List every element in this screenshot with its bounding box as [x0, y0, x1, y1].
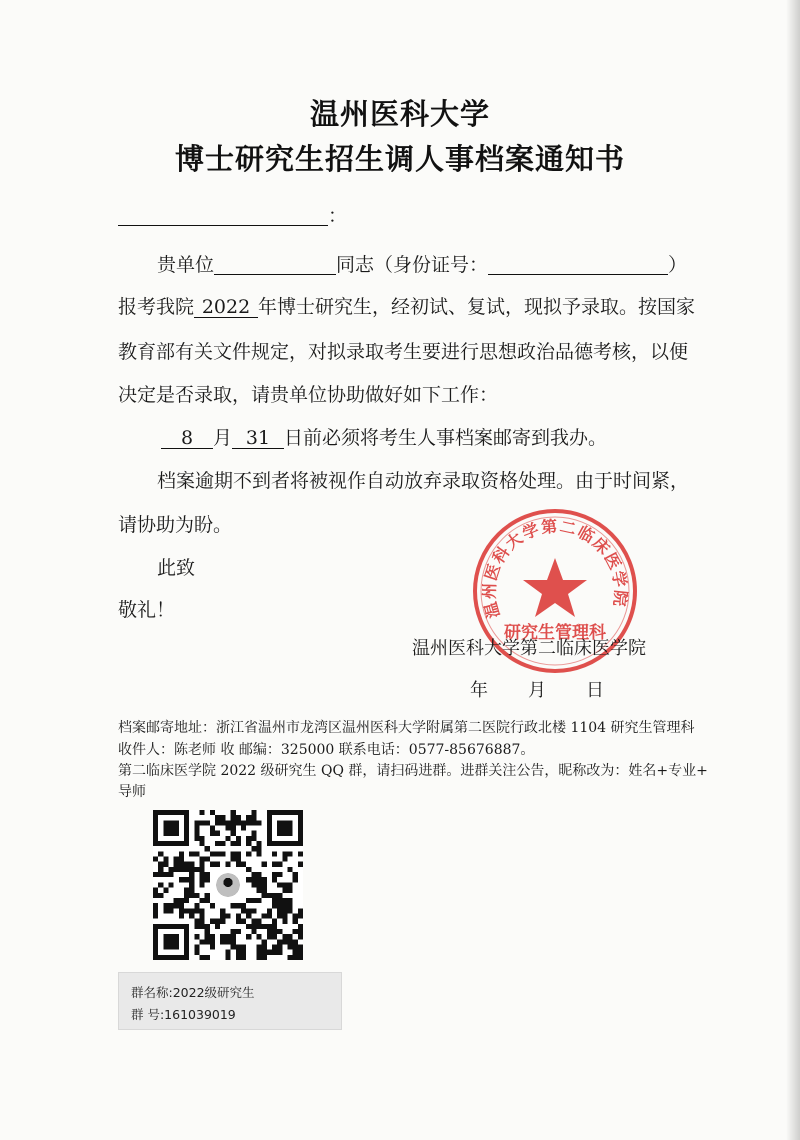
qq-group-instruction: 第二临床医学院 2022 级研究生 QQ 群，请扫码进群。进群关注公告，昵称改为：姓名+专业+ — [118, 763, 708, 779]
salutation-line — [118, 205, 347, 226]
recipient-blank — [118, 205, 328, 226]
paragraph-line-4: 决定是否录取，请贵单位协助做好如下工作： — [118, 384, 499, 406]
paragraph-line-3: 教育部有关文件规定，对拟录取考生要进行思想政治品德考核，以便 — [118, 341, 689, 363]
seal-ring-text: 温州医科大学第二临床医学院 — [479, 516, 631, 621]
group-name: 群名称:2022级研究生 — [131, 985, 255, 1000]
seal-star-icon — [523, 558, 587, 617]
deadline-month: 8 — [161, 429, 213, 449]
text-apply: 报考我院 — [118, 296, 195, 318]
closing-salute: 敬礼！ — [118, 599, 176, 621]
qr-code[interactable] — [153, 810, 303, 960]
admission-year: 2022 — [194, 298, 258, 318]
paragraph-line-2 — [118, 298, 695, 318]
recipient-contact: 收件人：陈老师 收 邮编：325000 联系电话：0577-85676887。 — [118, 742, 535, 758]
closing-regards: 此致 — [157, 557, 196, 579]
text-admission: 年博士研究生，经初试、复试，现拟予录取。按国家 — [258, 296, 696, 318]
paragraph-line-1 — [157, 254, 687, 275]
issuing-organization: 温州医科大学第二临床医学院 — [412, 638, 646, 659]
document-title-university: 温州医科大学 — [309, 97, 490, 131]
signature-date — [470, 682, 604, 700]
date-month-label: 月 — [528, 680, 546, 701]
date-day-label: 日 — [586, 680, 604, 701]
date-year-label: 年 — [470, 680, 488, 701]
id-number-blank — [488, 254, 668, 275]
deadline-line — [161, 429, 607, 449]
deadline-day: 31 — [232, 429, 284, 449]
group-number: 群 号:161039019 — [131, 1007, 236, 1022]
text-close-paren: ） — [668, 254, 688, 276]
text-deadline: 日前必须将考生人事档案邮寄到我办。 — [284, 427, 608, 449]
seal-bottom-text: 研究生管理科 — [504, 623, 606, 643]
salutation-colon: ： — [328, 205, 348, 227]
text-comrade-id: 同志（身份证号： — [336, 254, 489, 276]
paragraph-line-6: 档案逾期不到者将被视作自动放弃录取资格处理。由于时间紧， — [157, 470, 690, 492]
text-your-unit: 贵单位 — [157, 254, 215, 276]
month-label: 月 — [213, 427, 233, 449]
unit-blank — [214, 254, 336, 275]
mailing-address: 档案邮寄地址：浙江省温州市龙湾区温州医科大学附属第二医院行政北楼 1104 研究生管理科 — [118, 720, 695, 736]
qq-group-instruction-cont: 导师 — [118, 784, 146, 800]
document-title-notice: 博士研究生招生调人事档案通知书 — [174, 142, 625, 176]
paragraph-line-7: 请协助为盼。 — [118, 514, 233, 536]
group-info-card — [118, 972, 342, 1030]
